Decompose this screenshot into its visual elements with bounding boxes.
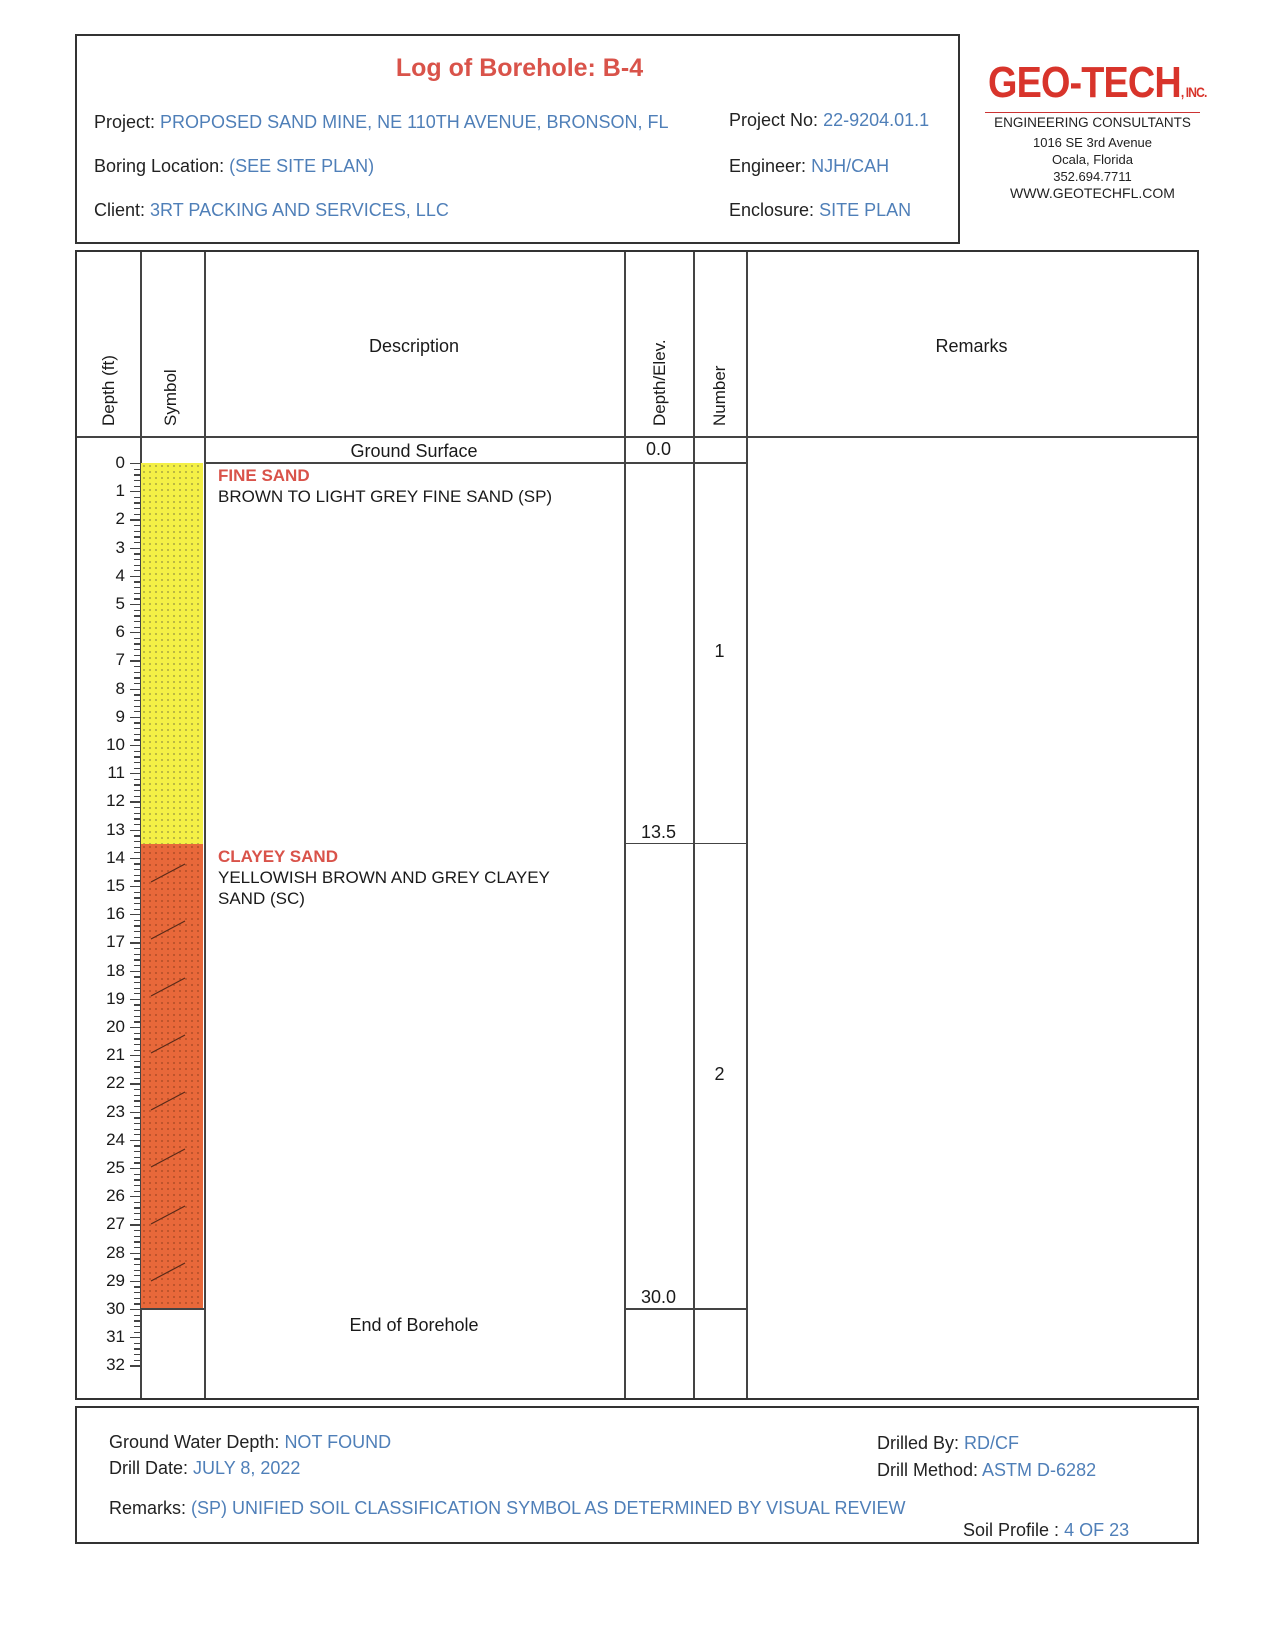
depth-tick-minor — [134, 1162, 140, 1163]
depth-tick-minor — [134, 1207, 140, 1208]
depth-tick-minor — [134, 728, 140, 729]
sample-number-1: 1 — [714, 641, 725, 662]
remarks-label: Remarks: — [109, 1498, 187, 1518]
ground-water-label: Ground Water Depth: — [109, 1432, 280, 1452]
depth-tick-minor — [134, 1219, 140, 1220]
depth-tick-minor — [134, 1021, 140, 1022]
depth-label: 21 — [106, 1045, 125, 1065]
depth-tick-major — [130, 548, 140, 549]
depth-label: 10 — [106, 735, 125, 754]
depth-tick-minor — [134, 852, 140, 853]
footer-box — [75, 1406, 1199, 1544]
depth-tick-minor — [134, 1315, 140, 1316]
depth-tick-minor — [134, 1264, 140, 1265]
depth-tick-minor — [134, 666, 140, 667]
depth-tick-minor — [134, 1145, 140, 1146]
depth-tick-minor — [134, 1185, 140, 1186]
depth-tick-minor — [134, 536, 140, 537]
drill-date-field — [109, 1458, 300, 1479]
depth-tick-major — [130, 632, 140, 633]
enclosure-field — [729, 200, 911, 221]
depth-tick-minor — [134, 1066, 140, 1067]
depth-tick-minor — [134, 1095, 140, 1096]
depth-tick-major — [130, 717, 140, 718]
depth-tick-minor — [134, 649, 140, 650]
client-value: 3RT PACKING AND SERVICES, LLC — [150, 200, 449, 220]
depth-tick-major — [130, 1027, 140, 1028]
ground-surface-label: Ground Surface — [350, 441, 478, 461]
project-value: PROPOSED SAND MINE, NE 110TH AVENUE, BRONSON, FL — [160, 112, 669, 132]
clay-slash-mark — [151, 1092, 185, 1110]
depth-tick-major — [130, 858, 140, 859]
depth-tick-minor — [134, 751, 140, 752]
enclosure-value: SITE PLAN — [819, 200, 912, 220]
company-logo — [985, 58, 1207, 202]
depth-tick-minor — [134, 756, 140, 757]
drill-date-value: JULY 8, 2022 — [193, 1458, 301, 1478]
layer-description-1: BROWN TO LIGHT GREY FINE SAND (SP) — [218, 487, 553, 506]
boring-location-field — [94, 156, 374, 177]
logo-tagline: ENGINEERING CONSULTANTS — [985, 112, 1200, 130]
depth-label: 22 — [106, 1073, 125, 1093]
depth-tick-major — [130, 1168, 140, 1169]
depth-tick-major — [130, 689, 140, 690]
logo-website: WWW.GEOTECHFL.COM — [1010, 185, 1175, 201]
depth-tick-minor — [134, 909, 140, 910]
depth-tick-minor — [134, 959, 140, 960]
layer-name-2: CLAYEY SAND — [218, 846, 338, 866]
depth-tick-major — [130, 604, 140, 605]
depth-label: 30 — [106, 1299, 125, 1318]
depth-tick-minor — [134, 1100, 140, 1101]
depth-tick-minor — [134, 1010, 140, 1011]
soil-symbol-2 — [141, 844, 203, 1309]
ground-surface-line — [204, 462, 746, 464]
depth-label: 26 — [106, 1186, 125, 1206]
clay-slash-mark — [151, 1206, 185, 1224]
depth-tick-minor — [134, 1230, 140, 1231]
project-no-label: Project No: — [729, 110, 819, 130]
depth-tick-minor — [134, 593, 140, 594]
depth-tick-minor — [134, 1191, 140, 1192]
depth-label: 28 — [106, 1242, 125, 1262]
depth-tick-major — [130, 914, 140, 915]
depth-label: 15 — [106, 876, 125, 895]
col-header-depth-elev: Depth/Elev. — [650, 339, 669, 426]
depth-tick-major — [130, 576, 140, 577]
depth-tick-minor — [134, 565, 140, 566]
drilled-by-value: RD/CF — [964, 1433, 1020, 1453]
drill-method-value: ASTM D-6282 — [982, 1460, 1097, 1480]
soil-profile-label: Soil Profile : — [963, 1520, 1060, 1540]
depth-tick-minor — [134, 672, 140, 673]
layer-bottom-line-2 — [624, 1308, 746, 1310]
depth-label: 2 — [115, 509, 125, 529]
depth-tick-minor — [134, 610, 140, 611]
depth-label: 31 — [106, 1327, 125, 1347]
depth-tick-minor — [134, 1286, 140, 1287]
col-header-description: Description — [368, 336, 460, 356]
depth-tick-minor — [134, 1174, 140, 1175]
depth-tick-minor — [134, 976, 140, 977]
depth-label: 20 — [106, 1017, 125, 1036]
depth-tick-minor — [134, 694, 140, 695]
depth-tick-major — [130, 1083, 140, 1084]
depth-tick-minor — [134, 542, 140, 543]
depth-tick-minor — [134, 1236, 140, 1237]
depth-label: 16 — [106, 904, 125, 924]
depth-label: 17 — [106, 932, 125, 952]
soil-profile-field — [963, 1520, 1129, 1541]
depth-tick-minor — [134, 762, 140, 763]
depth-tick-minor — [134, 486, 140, 487]
clay-slash-mark — [151, 921, 185, 939]
depth-tick-minor — [134, 903, 140, 904]
depth-tick-minor — [134, 1343, 140, 1344]
depth-tick-minor — [134, 655, 140, 656]
depth-tick-minor — [134, 993, 140, 994]
clay-slash-mark — [151, 1263, 185, 1281]
depth-tick-major — [130, 886, 140, 887]
depth-tick-minor — [134, 892, 140, 893]
depth-label: 23 — [106, 1101, 125, 1121]
client-field — [94, 200, 449, 221]
depth-tick-minor — [134, 1157, 140, 1158]
depth-tick-minor — [134, 1332, 140, 1333]
depth-tick-minor — [134, 813, 140, 814]
depth-tick-minor — [134, 1298, 140, 1299]
enclosure-label: Enclosure: — [729, 200, 815, 220]
depth-tick-minor — [134, 1129, 140, 1130]
depth-tick-minor — [134, 553, 140, 554]
depth-label: 29 — [106, 1270, 125, 1290]
depth-tick-minor — [134, 587, 140, 588]
depth-tick-major — [130, 1112, 140, 1113]
clay-slash-mark — [151, 1149, 185, 1167]
client-label: Client: — [94, 200, 146, 220]
col-header-remarks: Remarks — [935, 336, 1008, 356]
depth-tick-minor — [134, 734, 140, 735]
depth-tick-minor — [134, 1151, 140, 1152]
depth-tick-minor — [134, 1044, 140, 1045]
depth-tick-minor — [134, 638, 140, 639]
col-divider — [693, 252, 695, 1398]
soil-profile-value: 4 OF 23 — [1064, 1520, 1130, 1540]
depth-tick-minor — [134, 1050, 140, 1051]
depth-tick-minor — [134, 722, 140, 723]
depth-tick-major — [130, 830, 140, 831]
ground-water-value: NOT FOUND — [284, 1432, 392, 1452]
drill-date-label: Drill Date: — [109, 1458, 189, 1478]
depth-tick-minor — [134, 1303, 140, 1304]
remarks-value: (SP) UNIFIED SOIL CLASSIFICATION SYMBOL AS DETERMINED BY VISUAL REVIEW — [191, 1498, 906, 1518]
project-label: Project: — [94, 112, 156, 132]
depth-tick-minor — [134, 954, 140, 955]
depth-label: 25 — [106, 1158, 125, 1177]
depth-tick-minor — [134, 847, 140, 848]
depth-tick-minor — [134, 1033, 140, 1034]
depth-tick-minor — [134, 514, 140, 515]
depth-tick-minor — [134, 835, 140, 836]
depth-tick-minor — [134, 790, 140, 791]
depth-tick-minor — [134, 779, 140, 780]
soil-symbol-1 — [141, 463, 203, 844]
depth-tick-minor — [134, 948, 140, 949]
engineer-field — [729, 156, 889, 177]
logo-phone: 352.694.7711 — [1053, 169, 1132, 184]
borehole-log-table — [75, 250, 1199, 1400]
depth-tick-minor — [134, 925, 140, 926]
depth-label: 12 — [106, 791, 125, 811]
depth-tick-minor — [134, 508, 140, 509]
depth-tick-major — [130, 1140, 140, 1141]
depth-label: 24 — [106, 1129, 125, 1149]
depth-tick-minor — [134, 1016, 140, 1017]
depth-tick-minor — [134, 474, 140, 475]
depth-tick-minor — [134, 1072, 140, 1073]
engineer-value: NJH/CAH — [811, 156, 890, 176]
depth-tick-minor — [134, 1354, 140, 1355]
depth-label: 1 — [115, 481, 125, 501]
end-of-borehole-line — [141, 1308, 204, 1310]
layer-name-1: FINE SAND — [218, 466, 310, 485]
sample-number-2: 2 — [714, 1064, 725, 1085]
end-of-borehole-label: End of Borehole — [349, 1315, 479, 1335]
depth-tick-minor — [134, 1078, 140, 1079]
depth-label: 18 — [106, 960, 125, 980]
depth-label: 7 — [115, 650, 125, 670]
depth-tick-minor — [134, 1360, 140, 1361]
clay-slash-mark — [151, 864, 185, 882]
depth-tick-major — [130, 491, 140, 492]
depth-tick-minor — [134, 982, 140, 983]
clay-slash-pattern — [141, 844, 203, 1309]
depth-tick-major — [130, 1196, 140, 1197]
depth-tick-minor — [134, 700, 140, 701]
depth-tick-minor — [134, 502, 140, 503]
depth-tick-minor — [134, 880, 140, 881]
depth-tick-major — [130, 1337, 140, 1338]
drill-method-label: Drill Method: — [877, 1460, 979, 1480]
depth-tick-minor — [134, 739, 140, 740]
page-title: Log of Borehole: B-4 — [395, 54, 644, 82]
depth-tick-minor — [134, 869, 140, 870]
depth-tick-minor — [134, 807, 140, 808]
depth-tick-minor — [134, 1247, 140, 1248]
remarks-field — [109, 1498, 906, 1519]
depth-tick-minor — [134, 965, 140, 966]
project-no-value: 22-9204.01.1 — [823, 110, 930, 130]
col-header-number: Number — [710, 365, 729, 426]
boring-location-value: (SEE SITE PLAN) — [229, 156, 375, 176]
depth-tick-minor — [134, 1004, 140, 1005]
depth-tick-minor — [134, 683, 140, 684]
depth-tick-minor — [134, 988, 140, 989]
depth-tick-minor — [134, 1320, 140, 1321]
boring-location-label: Boring Location: — [94, 156, 225, 176]
depth-tick-minor — [134, 818, 140, 819]
depth-tick-minor — [134, 598, 140, 599]
clay-slash-mark — [151, 978, 185, 996]
depth-tick-major — [130, 1281, 140, 1282]
header-box — [75, 34, 960, 244]
depth-tick-minor — [134, 525, 140, 526]
depth-tick-minor — [134, 920, 140, 921]
depth-tick-minor — [134, 559, 140, 560]
depth-tick-minor — [134, 531, 140, 532]
depth-tick-minor — [134, 677, 140, 678]
depth-label: 8 — [115, 678, 125, 698]
depth-tick-minor — [134, 1134, 140, 1135]
depth-tick-minor — [134, 796, 140, 797]
logo-address-1: 1016 SE 3rd Avenue — [1032, 135, 1153, 150]
header-divider — [77, 436, 1197, 438]
logo-name: GEO-TECH, INC. — [988, 58, 1207, 107]
depth-tick-minor — [134, 1089, 140, 1090]
depth-label: 13 — [106, 819, 125, 839]
depth-label: 0 — [115, 453, 125, 472]
depth-tick-minor — [134, 706, 140, 707]
engineer-label: Engineer: — [729, 156, 807, 176]
depth-tick-major — [130, 1365, 140, 1366]
layer-bottom-depth-2: 30.0 — [640, 1287, 677, 1307]
depth-tick-minor — [134, 824, 140, 825]
depth-tick-minor — [134, 1123, 140, 1124]
depth-tick-major — [130, 1309, 140, 1310]
depth-tick-minor — [134, 627, 140, 628]
depth-tick-minor — [134, 643, 140, 644]
depth-tick-major — [130, 1253, 140, 1254]
depth-tick-major — [130, 971, 140, 972]
depth-label: 5 — [115, 594, 125, 613]
depth-tick-minor — [134, 1348, 140, 1349]
depth-label: 9 — [115, 706, 125, 726]
col-divider — [746, 252, 748, 1398]
clay-slash-mark — [151, 1035, 185, 1053]
depth-tick-minor — [134, 863, 140, 864]
depth-tick-minor — [134, 621, 140, 622]
depth-tick-minor — [134, 931, 140, 932]
depth-label: 27 — [106, 1214, 125, 1234]
layer-bottom-depth-1: 13.5 — [640, 821, 677, 842]
depth-label: 4 — [115, 565, 125, 585]
depth-tick-minor — [134, 1179, 140, 1180]
depth-tick-minor — [134, 1270, 140, 1271]
depth-tick-minor — [134, 875, 140, 876]
col-divider — [204, 252, 206, 1398]
depth-tick-major — [130, 1224, 140, 1225]
depth-tick-major — [130, 999, 140, 1000]
depth-label: 3 — [115, 537, 125, 557]
depth-tick-major — [130, 660, 140, 661]
depth-label: 14 — [106, 847, 125, 867]
depth-tick-minor — [134, 784, 140, 785]
depth-tick-minor — [134, 937, 140, 938]
depth-tick-minor — [134, 1258, 140, 1259]
depth-tick-minor — [134, 1275, 140, 1276]
depth-tick-minor — [134, 1202, 140, 1203]
depth-label: 19 — [106, 988, 125, 1008]
depth-tick-minor — [134, 497, 140, 498]
project-field — [94, 112, 669, 133]
project-no-field — [729, 110, 929, 131]
depth-tick-minor — [134, 570, 140, 571]
depth-tick-minor — [134, 1326, 140, 1327]
col-header-symbol: Symbol — [161, 369, 180, 426]
drill-method-field — [877, 1460, 1096, 1481]
layer-bottom-line-1 — [624, 843, 746, 845]
ground-surface-depth: 0.0 — [645, 439, 672, 459]
depth-tick-minor — [134, 1061, 140, 1062]
depth-tick-major — [130, 463, 140, 464]
col-header-depth: Depth (ft) — [99, 355, 118, 426]
depth-tick-minor — [134, 1241, 140, 1242]
depth-tick-major — [130, 801, 140, 802]
depth-tick-major — [130, 942, 140, 943]
depth-label: 11 — [107, 763, 125, 783]
depth-tick-minor — [134, 841, 140, 842]
drilled-by-field — [877, 1433, 1019, 1454]
depth-label: 6 — [115, 622, 125, 642]
drilled-by-label: Drilled By: — [877, 1433, 960, 1453]
depth-label: 32 — [106, 1355, 125, 1375]
depth-tick-minor — [134, 1292, 140, 1293]
depth-tick-minor — [134, 897, 140, 898]
depth-tick-minor — [134, 768, 140, 769]
depth-tick-minor — [134, 1213, 140, 1214]
depth-tick-minor — [134, 480, 140, 481]
depth-tick-minor — [134, 581, 140, 582]
depth-tick-minor — [134, 711, 140, 712]
depth-tick-minor — [134, 469, 140, 470]
depth-tick-minor — [134, 1038, 140, 1039]
layer-description-2: YELLOWISH BROWN AND GREY CLAYEY SAND (SC) — [218, 867, 550, 908]
depth-tick-major — [130, 745, 140, 746]
depth-tick-minor — [134, 615, 140, 616]
depth-tick-minor — [134, 1117, 140, 1118]
depth-tick-major — [130, 773, 140, 774]
ground-water-field — [109, 1432, 391, 1453]
logo-address-2: Ocala, Florida — [1052, 152, 1133, 167]
depth-tick-minor — [134, 1106, 140, 1107]
depth-tick-major — [130, 1055, 140, 1056]
depth-tick-major — [130, 519, 140, 520]
